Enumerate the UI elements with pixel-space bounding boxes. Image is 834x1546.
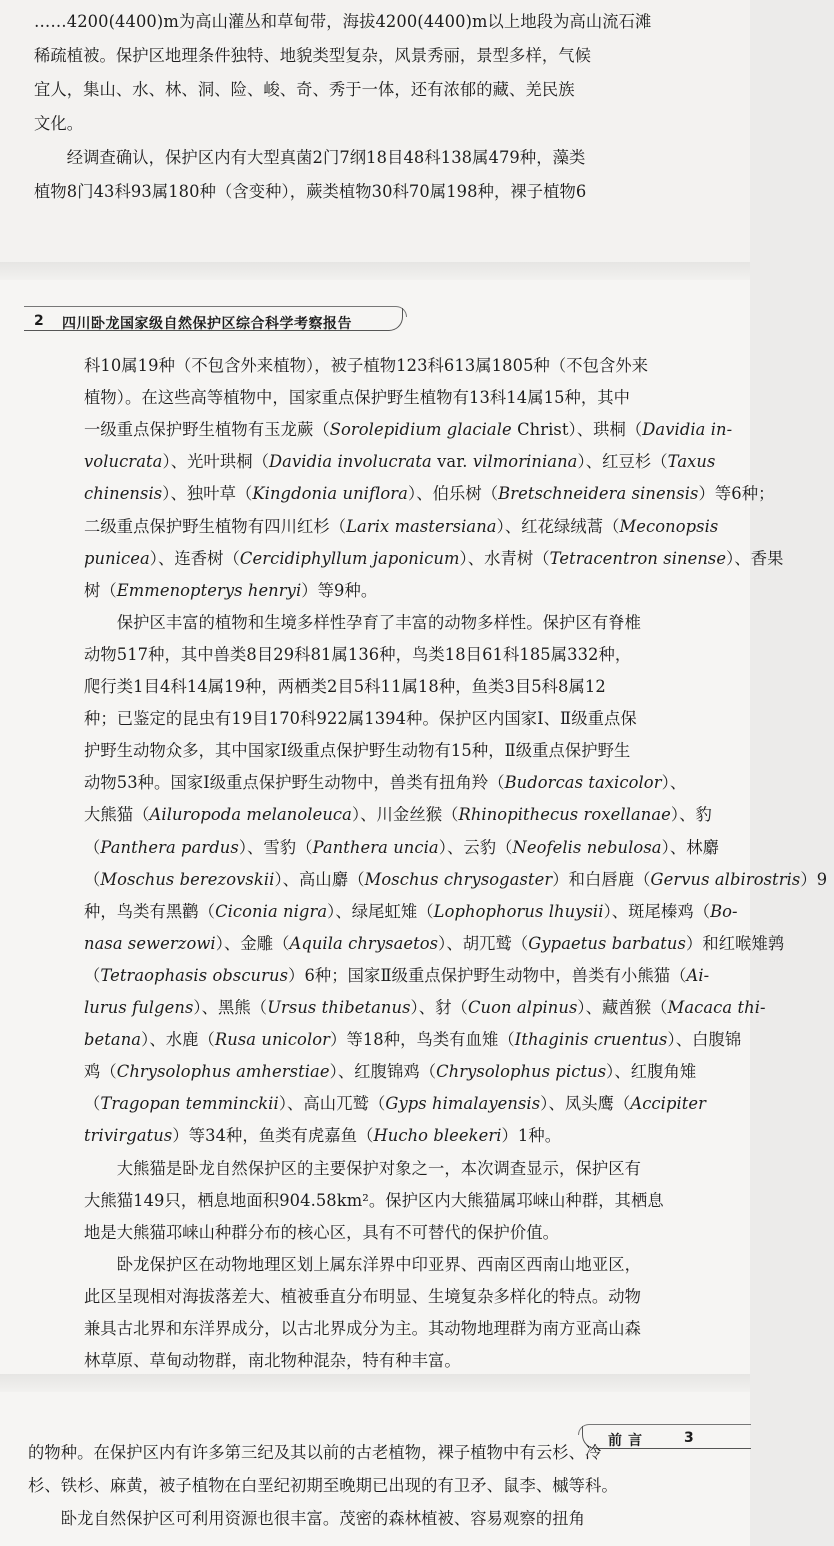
latin-name: trivirgatus bbox=[84, 1126, 173, 1146]
latin-name: Larix mastersiana bbox=[346, 516, 497, 536]
latin-name: chinensis bbox=[84, 484, 163, 504]
page-number: 3 bbox=[684, 1430, 694, 1446]
latin-name: Rusa unicolor bbox=[214, 1030, 331, 1050]
latin-name: volucrata bbox=[84, 452, 163, 472]
latin-name: Tetraophasis obscurus bbox=[100, 965, 289, 985]
latin-name: Cuon alpinus bbox=[467, 998, 578, 1017]
latin-name: Davidia in- bbox=[642, 420, 733, 440]
text-line: 鸡（Chrysolophus amherstiae）、红腹锦鸡（Chrysolophus pictus）、红腹角雉 bbox=[84, 1062, 697, 1082]
middle-page bbox=[0, 262, 828, 1374]
text-line: 二级重点保护野生植物有四川红杉（Larix mastersiana）、红花绿绒蒿（Meconopsis bbox=[84, 516, 719, 536]
text-line: 此区呈现相对海拔落差大、植被垂直分布明显、生境复杂多样化的特点。动物 bbox=[84, 1286, 641, 1306]
text-line: nasa sewerzowi）、金雕（Aquila chrysaetos）、胡兀鹫（Gypaetus barbatus）和红喉雉鹑 bbox=[84, 933, 785, 953]
text-line: 大熊猫（Ailuropoda melanoleuca）、川金丝猴（Rhinopithecus roxellanae）、豹 bbox=[84, 805, 712, 825]
text-line: 的物种。在保护区内有许多第三纪及其以前的古老植物，裸子植物中有云杉、冷 bbox=[28, 1443, 602, 1462]
text-line: 卧龙自然保护区可利用资源也很丰富。茂密的森林植被、容易观察的扭角 bbox=[28, 1509, 585, 1528]
page-number: 2 bbox=[34, 313, 44, 329]
text-line: ……4200(4400)m为高山灌丛和草甸带，海拔4200(4400)m以上地段为高山流石滩 bbox=[34, 12, 652, 31]
latin-name: Ursus thibetanus bbox=[267, 998, 411, 1017]
top-page-fragment bbox=[0, 0, 750, 262]
latin-name: Sorolepidium glaciale bbox=[329, 420, 512, 440]
text-line: 林草原、草甸动物群，南北物种混杂，特有种丰富。 bbox=[84, 1351, 461, 1371]
latin-name: Emmenopterys henryi bbox=[116, 580, 302, 600]
text-line: 动物517种，其中兽类8目29科81属136种，鸟类18目61科185属332种， bbox=[84, 644, 632, 664]
latin-name: betana bbox=[84, 1030, 142, 1050]
latin-name: Tragopan temminckii bbox=[100, 1094, 279, 1114]
latin-name: nasa sewerzowi bbox=[84, 933, 216, 953]
running-header-title: 四川卧龙国家级自然保护区综合科学考察报告 bbox=[62, 316, 352, 332]
text-line: punicea）、连香树（Cercidiphyllum japonicum）、水青树（Tetracentron sinense）、香果 bbox=[84, 548, 784, 568]
latin-name: Macaca thi- bbox=[667, 998, 766, 1017]
latin-name: Davidia involucrata bbox=[268, 452, 432, 472]
text-line: 地是大熊猫邛崃山种群分布的核心区，具有不可替代的保护价值。 bbox=[84, 1222, 560, 1242]
text-line: 树（Emmenopterys henryi）等9种。 bbox=[84, 580, 378, 600]
text-line: 植物8门43科93属180种（含变种），蕨类植物30科70属198种，裸子植物6 bbox=[34, 182, 587, 201]
text-line: 动物53种。国家Ⅰ级重点保护野生动物中，兽类有扭角羚（Budorcas taxicolor）、 bbox=[84, 773, 687, 793]
text-line: 植物）。在这些高等植物中，国家重点保护野生植物有13科14属15种，其中 bbox=[84, 388, 631, 408]
latin-name: Aquila chrysaetos bbox=[289, 933, 439, 953]
bottom-page-fragment bbox=[0, 1374, 750, 1546]
latin-name: Bretschneidera sinensis bbox=[498, 484, 699, 504]
text-line: 稀疏植被。保护区地理条件独特、地貌类型复杂，风景秀丽，景型多样，气候 bbox=[34, 46, 591, 65]
latin-name: Taxus bbox=[667, 452, 716, 472]
latin-name: Gervus albirostris bbox=[650, 869, 801, 889]
latin-name: Accipiter bbox=[630, 1094, 707, 1114]
text-line: 杉、铁杉、麻黄，被子植物在白垩纪初期至晚期已出现的有卫矛、鼠李、槭等科。 bbox=[28, 1476, 618, 1495]
running-header-title: 前言 bbox=[608, 1433, 648, 1449]
latin-name: Ithaginis cruentus bbox=[514, 1030, 668, 1050]
latin-name: lurus fulgens bbox=[84, 998, 194, 1017]
text-line: trivirgatus）等34种，鱼类有虎嘉鱼（Hucho bleekeri）1种。 bbox=[84, 1126, 562, 1146]
latin-name: Panthera uncia bbox=[312, 837, 439, 857]
text-line: 经调查确认，保护区内有大型真菌2门7纲18目48科138属479种，藻类 bbox=[34, 148, 586, 167]
text-line: （Tragopan temminckii）、高山兀鹫（Gyps himalayensis）、凤头鹰（Accipiter bbox=[84, 1094, 707, 1114]
text-line: lurus fulgens）、黑熊（Ursus thibetanus）、豺（Cuon alpinus）、藏酋猴（Macaca thi- bbox=[84, 998, 766, 1017]
latin-name: Tetracentron sinense bbox=[549, 548, 727, 568]
text-line: 一级重点保护野生植物有玉龙蕨（Sorolepidium glaciale Christ）、珙桐（Davidia in- bbox=[84, 420, 733, 440]
text-line: 宜人，集山、水、林、洞、险、峻、奇、秀于一体，还有浓郁的藏、羌民族 bbox=[34, 80, 575, 99]
text-line: chinensis）、独叶草（Kingdonia uniflora）、伯乐树（Bretschneidera sinensis）等6种； bbox=[84, 484, 775, 504]
latin-name: vilmoriniana bbox=[472, 452, 578, 472]
text-line: （Moschus berezovskii）、高山麝（Moschus chrysogaster）和白唇鹿（Gervus albirostris）9 bbox=[84, 869, 828, 889]
latin-name: Moschus berezovskii bbox=[100, 869, 275, 889]
latin-name: Moschus chrysogaster bbox=[364, 869, 553, 889]
text-line: 保护区丰富的植物和生境多样性孕育了丰富的动物多样性。保护区有脊椎 bbox=[84, 612, 641, 632]
text-line: volucrata）、光叶珙桐（Davidia involucrata var. vilmoriniana）、红豆杉（Taxus bbox=[84, 452, 716, 472]
latin-name: Ai- bbox=[686, 965, 710, 985]
text-line: 兼具古北界和东洋界成分，以古北界成分为主。其动物地理群为南方亚高山森 bbox=[84, 1319, 641, 1338]
latin-name: Kingdonia uniflora bbox=[252, 484, 408, 504]
text-line: 护野生动物众多，其中国家Ⅰ级重点保护野生动物有15种，Ⅱ级重点保护野生 bbox=[84, 741, 631, 761]
text-line: 种；已鉴定的昆虫有19目170科922属1394种。保护区内国家Ⅰ、Ⅱ级重点保 bbox=[84, 709, 637, 729]
latin-name: Gyps himalayensis bbox=[385, 1094, 541, 1114]
text-line: 大熊猫149只，栖息地面积904.58km²。保护区内大熊猫属邛崃山种群，其栖息 bbox=[84, 1190, 664, 1210]
text-line: 种，鸟类有黑鹳（Ciconia nigra）、绿尾虹雉（Lophophorus lhuysii）、斑尾榛鸡（Bo- bbox=[84, 901, 738, 921]
latin-name: Ailuropoda melanoleuca bbox=[149, 805, 352, 825]
latin-name: Lophophorus lhuysii bbox=[433, 901, 604, 921]
text-line: （Tetraophasis obscurus）6种；国家Ⅱ级重点保护野生动物中，兽类有小熊猫（Ai- bbox=[84, 965, 710, 985]
latin-name: punicea bbox=[84, 548, 150, 568]
text-line: （Panthera pardus）、雪豹（Panthera uncia）、云豹（Neofelis nebulosa）、林麝 bbox=[84, 837, 719, 857]
text-line: 卧龙保护区在动物地理区划上属东洋界中印亚界、西南区西南山地亚区， bbox=[84, 1254, 641, 1274]
page-edge-shadow bbox=[0, 262, 750, 280]
latin-name: Budorcas taxicolor bbox=[504, 773, 662, 793]
text-line: 大熊猫是卧龙自然保护区的主要保护对象之一，本次调查显示，保护区有 bbox=[84, 1158, 641, 1178]
latin-name: Meconopsis bbox=[619, 516, 719, 536]
latin-name: Rhinopithecus roxellanae bbox=[458, 805, 671, 825]
latin-name: Neofelis nebulosa bbox=[512, 837, 662, 857]
text-line: 科10属19种（不包含外来植物），被子植物123科613属1805种（不包含外来 bbox=[84, 356, 649, 375]
latin-name: Ciconia nigra bbox=[215, 901, 328, 921]
page-edge-shadow bbox=[0, 1374, 750, 1392]
latin-name: Cercidiphyllum japonicum bbox=[239, 548, 460, 568]
text-line: betana）、水鹿（Rusa unicolor）等18种，鸟类有血雉（Ithaginis cruentus）、白腹锦 bbox=[84, 1030, 742, 1050]
latin-name: Bo- bbox=[710, 901, 738, 921]
latin-name: Chrysolophus pictus bbox=[436, 1062, 607, 1082]
latin-name: Chrysolophus amherstiae bbox=[116, 1062, 330, 1082]
bleed-through-text bbox=[150, 106, 435, 127]
latin-name: Gypaetus barbatus bbox=[528, 933, 686, 953]
text-line: 爬行类1目4科14属19种，两栖类2目5科11属18种，鱼类3目5科8属12 bbox=[84, 677, 606, 696]
latin-name: Panthera pardus bbox=[100, 837, 239, 857]
latin-name: Hucho bleekeri bbox=[373, 1126, 502, 1146]
text-line: 文化。 bbox=[34, 114, 84, 133]
